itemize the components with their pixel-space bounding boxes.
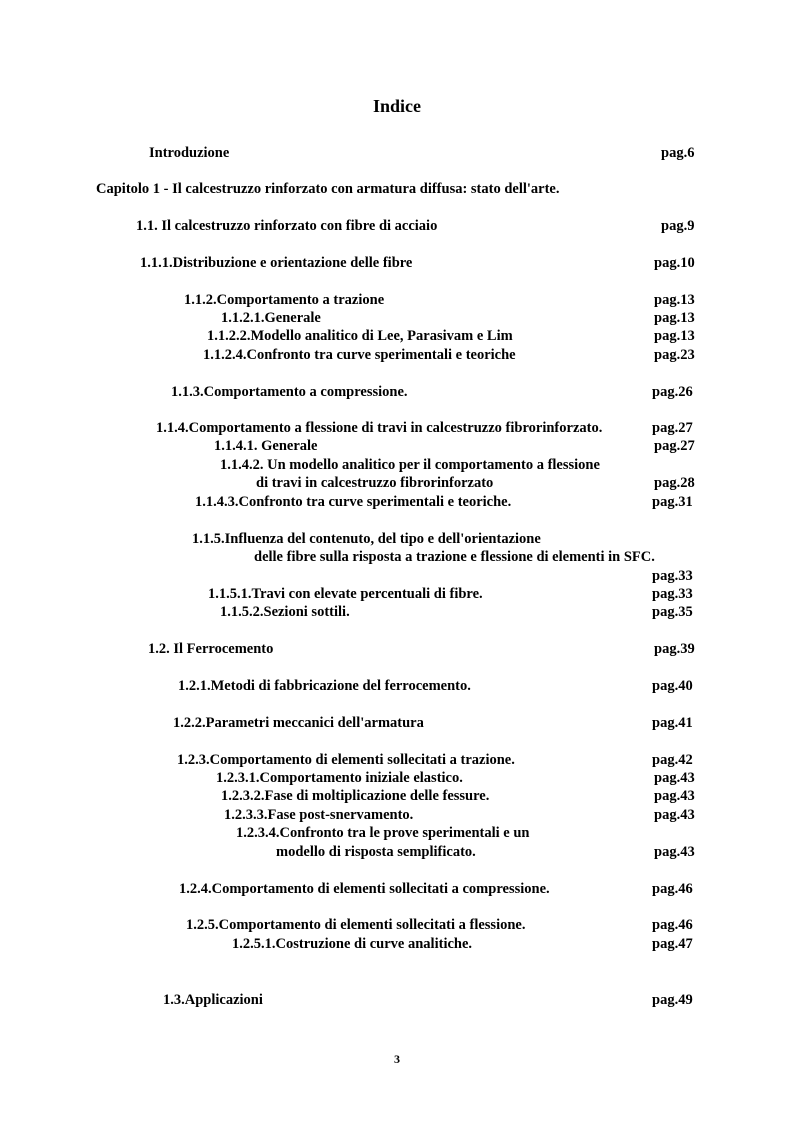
toc-entry-label: 1.1.4.1. Generale xyxy=(214,438,318,454)
page-number: 3 xyxy=(394,1052,400,1066)
toc-entry-page: pag.43 xyxy=(654,788,695,804)
toc-entry xyxy=(0,640,794,658)
toc-entry xyxy=(0,254,794,272)
toc-entry xyxy=(0,787,794,805)
toc-entry xyxy=(0,769,794,787)
toc-entry xyxy=(0,935,794,953)
toc-entry-label: 1.1.5.1.Travi con elevate percentuali di fibre. xyxy=(208,586,483,602)
toc-entry xyxy=(0,751,794,769)
toc-entry xyxy=(0,309,794,327)
index-title: Indice xyxy=(372,96,421,116)
toc-entry-label: 1.2.5.Comportamento di elementi sollecitati a flessione. xyxy=(186,917,526,933)
toc-entry xyxy=(0,585,794,603)
toc-entry-label: 1.2.1.Metodi di fabbricazione del ferrocemento. xyxy=(178,678,471,694)
toc-entry-page: pag.49 xyxy=(652,992,693,1008)
toc-entry-label: 1.1.5.Influenza del contenuto, del tipo e dell'orientazione xyxy=(192,531,541,547)
toc-entry-page: pag.43 xyxy=(654,844,695,860)
toc-entry-page: pag.31 xyxy=(652,494,693,510)
toc-entry-page: pag.13 xyxy=(654,328,695,344)
toc-entry-page: pag.35 xyxy=(652,604,693,620)
toc-entry xyxy=(0,456,794,474)
toc-entry-page: pag.46 xyxy=(652,917,693,933)
toc-entry-page: pag.27 xyxy=(654,438,695,454)
toc-entry xyxy=(0,383,794,401)
toc-entry xyxy=(0,806,794,824)
toc-entry-label: 1.1.2.4.Confronto tra curve sperimentali e teoriche xyxy=(203,347,516,363)
toc-entry-label: 1.1.1.Distribuzione e orientazione delle fibre xyxy=(140,255,413,271)
toc-entry xyxy=(0,677,794,695)
toc-entry-page: pag.13 xyxy=(654,310,695,326)
toc-entry-label: 1.1.3.Comportamento a compressione. xyxy=(171,384,408,400)
toc-entry-page: pag.13 xyxy=(654,292,695,308)
toc-entry-page: pag.46 xyxy=(652,881,693,897)
toc-entry-label: 1.1.5.2.Sezioni sottili. xyxy=(220,604,350,620)
toc-entry-page: pag.28 xyxy=(654,475,695,491)
toc-entry-page: pag.23 xyxy=(654,347,695,363)
toc-entry-label: 1.3.Applicazioni xyxy=(163,992,263,1008)
toc-entry-label: delle fibre sulla risposta a trazione e flessione di elementi in SFC. xyxy=(254,549,655,565)
toc-entry-page: pag.43 xyxy=(654,807,695,823)
toc-entry-label: 1.2. Il Ferrocemento xyxy=(148,641,274,657)
toc-entry-page: pag.10 xyxy=(654,255,695,271)
toc-entry-label: 1.1.4.2. Un modello analitico per il comportamento a flessione xyxy=(220,457,600,473)
toc-entry xyxy=(0,714,794,732)
toc-entry-label: 1.1.2.2.Modello analitico di Lee, Parasivam e Lim xyxy=(207,328,513,344)
toc-entry xyxy=(0,991,794,1009)
toc-entry-label: 1.2.3.Comportamento di elementi sollecitati a trazione. xyxy=(177,752,515,768)
toc-entry-label: 1.2.3.3.Fase post-snervamento. xyxy=(224,807,414,823)
toc-entry-page: pag.43 xyxy=(654,770,695,786)
toc-entry-page: pag.9 xyxy=(661,218,695,234)
toc-entry xyxy=(0,548,794,566)
toc-entry xyxy=(0,824,794,842)
toc-entry-page: pag.33 xyxy=(652,586,693,602)
toc-entry-label: 1.2.2.Parametri meccanici dell'armatura xyxy=(173,715,424,731)
toc-entry xyxy=(0,180,794,198)
toc-entry xyxy=(0,567,794,585)
toc-entry xyxy=(0,603,794,621)
toc-entry xyxy=(0,474,794,492)
toc-entry xyxy=(0,843,794,861)
toc-entry-label: 1.1.4.Comportamento a flessione di travi in calcestruzzo fibrorinforzato. xyxy=(156,420,603,436)
toc-entry-page: pag.40 xyxy=(652,678,693,694)
toc-entry-label: Capitolo 1 - Il calcestruzzo rinforzato con armatura diffusa: stato dell'arte. xyxy=(96,181,560,197)
toc-entry xyxy=(0,291,794,309)
toc-entry xyxy=(0,346,794,364)
toc-entry-page: pag.39 xyxy=(654,641,695,657)
toc-entry-label: Introduzione xyxy=(149,145,230,161)
toc-entry-label: 1.2.3.4.Confronto tra le prove sperimentali e un xyxy=(236,825,530,841)
toc-entry-label: di travi in calcestruzzo fibrorinforzato xyxy=(256,475,494,491)
toc-entry-label: 1.2.5.1.Costruzione di curve analitiche. xyxy=(232,936,473,952)
toc-entry-label: 1.1.4.3.Confronto tra curve sperimentali e teoriche. xyxy=(195,494,512,510)
toc-entry-label: 1.2.3.2.Fase di moltiplicazione delle fessure. xyxy=(221,788,490,804)
toc-entry-page: pag.6 xyxy=(661,145,695,161)
toc-entry-label: 1.2.4.Comportamento di elementi sollecitati a compressione. xyxy=(179,881,550,897)
toc-entry-page: pag.42 xyxy=(652,752,693,768)
toc-entry-page: pag.27 xyxy=(652,420,693,436)
toc-entry xyxy=(0,437,794,455)
toc-entry xyxy=(0,327,794,345)
toc-entry-page: pag.33 xyxy=(652,568,693,584)
toc-entry-label: modello di risposta semplificato. xyxy=(276,844,476,860)
toc-entry-label: 1.2.3.1.Comportamento iniziale elastico. xyxy=(216,770,463,786)
toc-entry-page: pag.26 xyxy=(652,384,693,400)
toc-entry xyxy=(0,880,794,898)
toc-entry xyxy=(0,493,794,511)
toc-entry-page: pag.47 xyxy=(652,936,693,952)
toc-entry xyxy=(0,217,794,235)
toc-entry xyxy=(0,419,794,437)
toc-entry-label: 1.1. Il calcestruzzo rinforzato con fibre di acciaio xyxy=(136,218,438,234)
toc-entry-label: 1.1.2.1.Generale xyxy=(221,310,321,326)
toc-entry-label: 1.1.2.Comportamento a trazione xyxy=(184,292,385,308)
toc-entry xyxy=(0,916,794,934)
toc-entry xyxy=(0,144,794,162)
toc-entry xyxy=(0,530,794,548)
toc-entry-page: pag.41 xyxy=(652,715,693,731)
